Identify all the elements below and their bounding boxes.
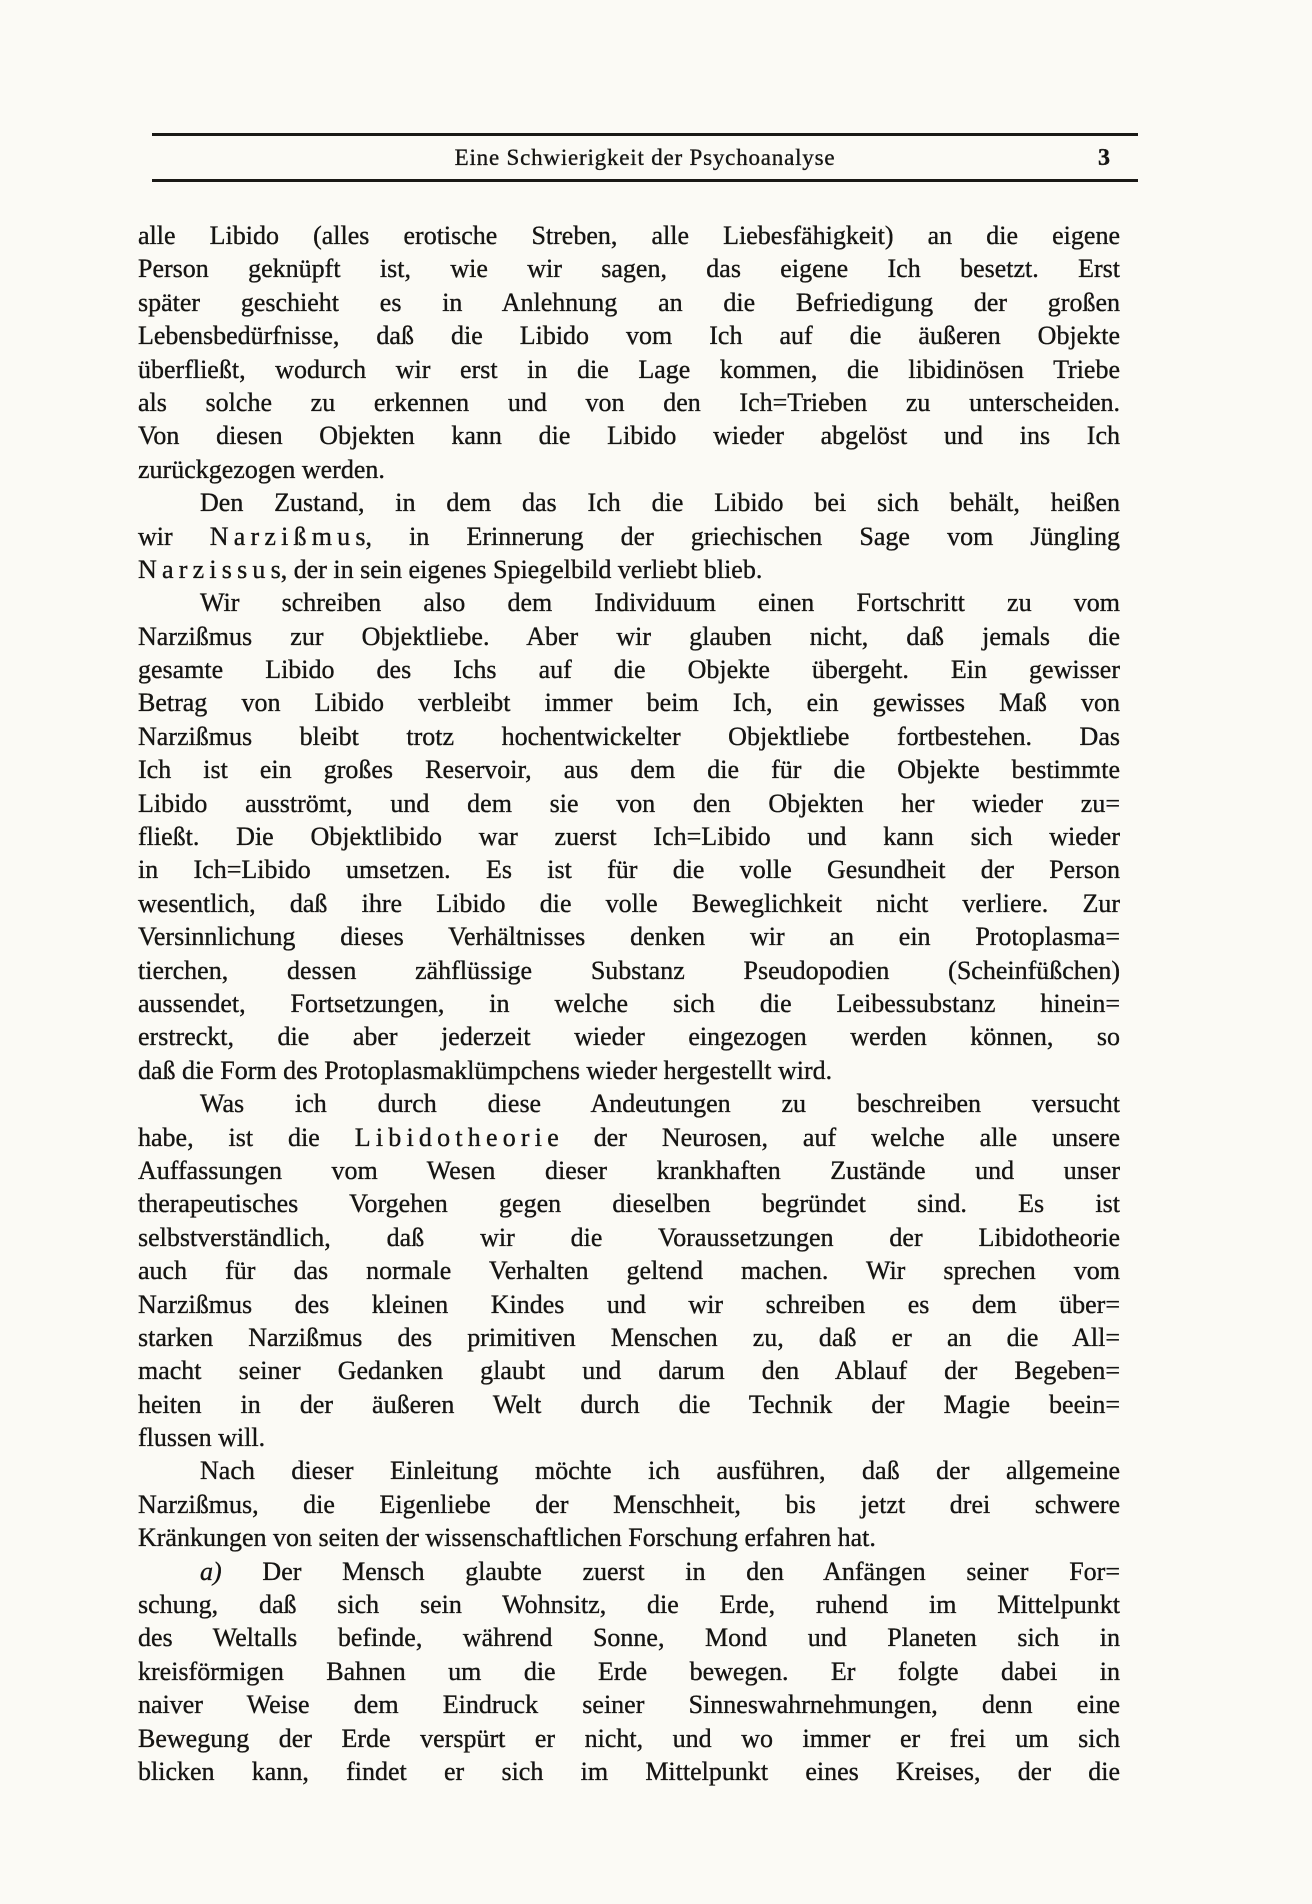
text-line: überfließt, wodurch wir erst in die Lage kommen, die libidinösen Triebe: [138, 354, 1120, 384]
text-line: als solche zu erkennen und von den Ich=Trieben zu unterscheiden.: [138, 387, 1120, 417]
text-line: habe, ist die L i b i d o t h e o r i e der Neurosen, auf welche alle unsere: [138, 1122, 1120, 1152]
body-text: [138, 219, 1120, 1788]
text-line: Kränkungen von seiten der wissenschaftlichen Forschung erfahren hat.: [138, 1523, 876, 1553]
text-line: Narzißmus bleibt trotz hochentwickelter Objektliebe fortbestehen. Das: [138, 721, 1120, 751]
text-line: N a r z i s s u s, der in sein eigenes Spiegelbild verliebt blieb.: [138, 554, 763, 584]
text-line: Narzißmus zur Objektliebe. Aber wir glauben nicht, daß jemals die: [138, 621, 1120, 651]
text-line: Narzißmus des kleinen Kindes und wir schreiben es dem über=: [138, 1289, 1120, 1319]
text-line: Den Zustand, in dem das Ich die Libido bei sich behält, heißen: [200, 488, 1120, 518]
text-line: daß die Form des Protoplasmaklümpchens wieder hergestellt wird.: [138, 1055, 833, 1085]
text-line: Person geknüpft ist, wie wir sagen, das eigene Ich besetzt. Erst: [138, 254, 1120, 284]
text-line: Libido ausströmt, und dem sie von den Objekten her wieder zu=: [138, 788, 1120, 818]
text-line: auch für das normale Verhalten geltend machen. Wir sprechen vom: [138, 1256, 1120, 1286]
text-line: a) Der Mensch glaubte zuerst in den Anfängen seiner For=: [200, 1556, 1120, 1586]
page-number: 3: [1098, 145, 1110, 171]
text-line: therapeutisches Vorgehen gegen dieselben begründet sind. Es ist: [138, 1189, 1120, 1219]
text-line: starken Narzißmus des primitiven Menschen zu, daß er an die All=: [138, 1322, 1120, 1352]
text-line: später geschieht es in Anlehnung an die Befriedigung der großen: [138, 287, 1120, 317]
running-title: Eine Schwierigkeit der Psychoanalyse: [454, 145, 836, 170]
text-line: tierchen, dessen zähflüssige Substanz Pseudopodien (Scheinfüßchen): [138, 955, 1120, 985]
text-line: Versinnlichung dieses Verhältnisses denken wir an ein Protoplasma=: [138, 922, 1120, 952]
text-line: schung, daß sich sein Wohnsitz, die Erde, ruhend im Mittelpunkt: [138, 1590, 1120, 1620]
text-line: wir N a r z i ß m u s, in Erinnerung der griechischen Sage vom Jüngling: [138, 521, 1120, 551]
text-line: Bewegung der Erde verspürt er nicht, und wo immer er frei um sich: [138, 1723, 1120, 1753]
text-line: naiver Weise dem Eindruck seiner Sinneswahrnehmungen, denn eine: [138, 1690, 1120, 1720]
text-line: Ich ist ein großes Reservoir, aus dem die für die Objekte bestimmte: [138, 755, 1120, 785]
text-line: erstreckt, die aber jederzeit wieder eingezogen werden können, so: [138, 1022, 1120, 1052]
text-line: aussendet, Fortsetzungen, in welche sich die Leibessubstanz hinein=: [138, 988, 1120, 1018]
text-line: gesamte Libido des Ichs auf die Objekte übergeht. Ein gewisser: [138, 655, 1120, 685]
text-line: Lebensbedürfnisse, daß die Libido vom Ich auf die äußeren Objekte: [138, 321, 1120, 351]
text-line: heiten in der äußeren Welt durch die Technik der Magie beein=: [138, 1389, 1120, 1419]
text-line: Wir schreiben also dem Individuum einen Fortschritt zu vom: [200, 588, 1120, 618]
text-line: Was ich durch diese Andeutungen zu beschreiben versucht: [200, 1089, 1120, 1119]
text-line: in Ich=Libido umsetzen. Es ist für die volle Gesundheit der Person: [138, 855, 1120, 885]
text-line: wesentlich, daß ihre Libido die volle Beweglichkeit nicht verliere. Zur: [138, 888, 1120, 918]
text-line: Nach dieser Einleitung möchte ich ausführen, daß der allgemeine: [200, 1456, 1120, 1486]
header-rule-bottom: [152, 179, 1138, 182]
text-line: alle Libido (alles erotische Streben, alle Liebesfähigkeit) an die eigene: [138, 221, 1120, 250]
text-line: Betrag von Libido verbleibt immer beim Ich, ein gewisses Maß von: [138, 688, 1120, 718]
text-line: Auffassungen vom Wesen dieser krankhaften Zustände und unser: [138, 1155, 1120, 1185]
text-line: Von diesen Objekten kann die Libido wieder abgelöst und ins Ich: [138, 421, 1120, 451]
text-line: fließt. Die Objektlibido war zuerst Ich=Libido und kann sich wieder: [138, 822, 1120, 852]
text-line: zurückgezogen werden.: [138, 454, 385, 484]
text-line: flussen will.: [138, 1423, 266, 1453]
text-line: Narzißmus, die Eigenliebe der Menschheit, bis jetzt drei schwere: [138, 1489, 1120, 1519]
text-line: selbstverständlich, daß wir die Voraussetzungen der Libidotheorie: [138, 1222, 1120, 1252]
text-line: blicken kann, findet er sich im Mittelpunkt eines Kreises, der die: [138, 1756, 1120, 1786]
text-line: kreisförmigen Bahnen um die Erde bewegen. Er folgte dabei in: [138, 1656, 1120, 1686]
header-rule-top: [152, 133, 1138, 136]
paragraph-letter: a): [200, 1556, 222, 1586]
text-line: des Weltalls befinde, während Sonne, Mond und Planeten sich in: [138, 1623, 1120, 1653]
text-line: macht seiner Gedanken glaubt und darum den Ablauf der Begeben=: [138, 1356, 1120, 1386]
